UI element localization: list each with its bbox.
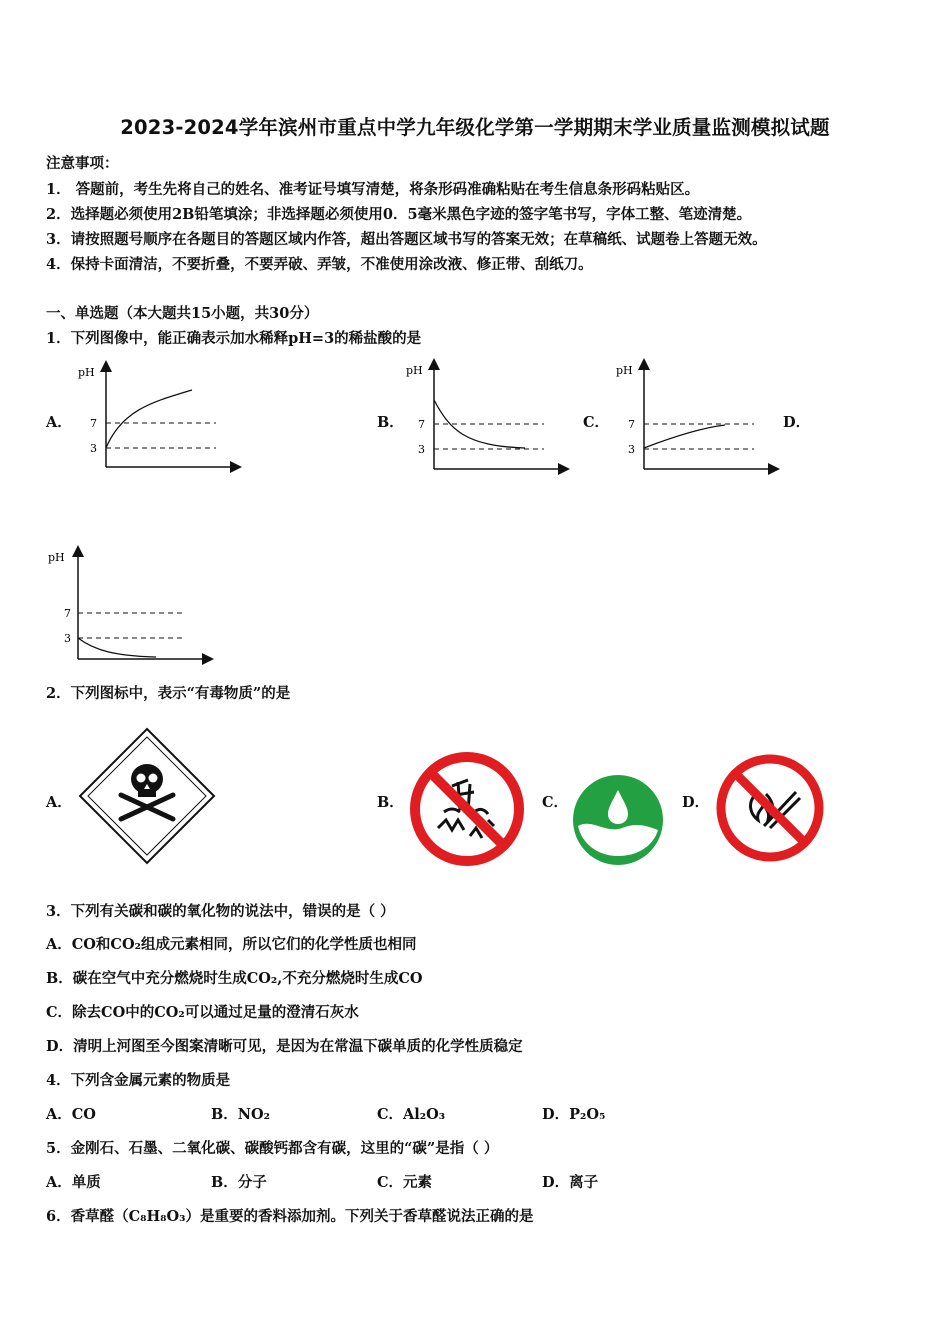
water-saving-icon	[572, 774, 664, 866]
q4-stem: 4．下列含金属元素的物质是	[46, 1072, 231, 1089]
q4-option-d: D．P₂O₅	[542, 1106, 606, 1123]
q1-label-b: B．	[377, 414, 404, 431]
axis-label: pH	[48, 551, 65, 564]
notice-item-2: 2．选择题必须使用2B铅笔填涂；非选择题必须使用0．5毫米黑色字迹的签字笔书写，字体工整、笔迹清楚。	[46, 206, 752, 223]
q3-option-b: B．碳在空气中充分燃烧时生成CO₂,不充分燃烧时生成CO	[46, 970, 423, 987]
q2-label-a: A．	[46, 794, 72, 811]
toxic-skull-icon	[78, 727, 216, 865]
notice-item-3: 3．请按照题号顺序在各题目的答题区域内作答，超出答题区域书写的答案无效；在草稿纸、试题卷上答题无效。	[46, 231, 767, 248]
q2-label-b: B．	[377, 794, 404, 811]
tick-7: 7	[418, 418, 425, 431]
axis-label: pH	[78, 366, 95, 379]
notice-item-4: 4．保持卡面清洁，不要折叠，不要弄破、弄皱，不准使用涂改液、修正带、刮纸刀。	[46, 256, 593, 273]
q5-option-a: A．单质	[46, 1174, 101, 1191]
q3-stem: 3．下列有关碳和碳的氧化物的说法中，错误的是（ ）	[46, 903, 395, 920]
tick-7: 7	[628, 418, 635, 431]
no-open-flame-icon	[714, 752, 826, 864]
q5-option-d: D．离子	[542, 1174, 599, 1191]
q1-label-c: C．	[583, 414, 610, 431]
axis-label: pH	[406, 364, 423, 377]
q1-graph-d	[44, 545, 216, 667]
tick-7: 7	[90, 417, 97, 430]
tick-3: 3	[90, 442, 97, 455]
q3-option-c: C．除去CO中的CO₂可以通过足量的澄清石灰水	[46, 1004, 359, 1021]
q5-option-b: B．分子	[211, 1174, 267, 1191]
q4-option-c: C．Al₂O₃	[377, 1106, 446, 1123]
tick-3: 3	[64, 632, 71, 645]
page-title: 2023-2024学年滨州市重点中学九年级化学第一学期期末学业质量监测模拟试题	[120, 116, 830, 139]
q5-stem: 5．金刚石、石墨、二氧化碳、碳酸钙都含有碳，这里的“碳”是指（ ）	[46, 1140, 499, 1157]
q2-label-c: C．	[542, 794, 569, 811]
q4-option-a: A．CO	[46, 1106, 96, 1123]
q1-stem: 1．下列图像中，能正确表示加水稀释pH=3的稀盐酸的是	[46, 330, 422, 347]
q1-graph-a	[72, 360, 244, 475]
q2-label-d: D．	[682, 794, 710, 811]
q1-graph-b	[400, 358, 572, 476]
notice-item-1: 1． 答题前，考生先将自己的姓名、准考证号填写清楚，将条形码准确粘贴在考生信息条形码粘贴区。	[46, 181, 700, 198]
section-heading: 一、单选题（本大题共15小题，共30分）	[46, 305, 319, 322]
q2-stem: 2．下列图标中，表示“有毒物质”的是	[46, 685, 291, 702]
q3-option-d: D．清明上河图至今图案清晰可见，是因为在常温下碳单质的化学性质稳定	[46, 1038, 523, 1055]
q6-stem: 6．香草醛（C₈H₈O₃）是重要的香料添加剂。下列关于香草醛说法正确的是	[46, 1208, 534, 1225]
tick-7: 7	[64, 607, 71, 620]
q3-option-a: A．CO和CO₂组成元素相同，所以它们的化学性质也相同	[46, 936, 417, 953]
q1-label-d: D．	[783, 414, 811, 431]
q1-label-a: A．	[46, 414, 72, 431]
q1-graph-c	[610, 358, 782, 476]
q4-option-b: B．NO₂	[211, 1106, 270, 1123]
no-fire-forest-icon	[408, 750, 526, 868]
notice-heading: 注意事项：	[46, 155, 119, 172]
tick-3: 3	[418, 443, 425, 456]
q5-option-c: C．元素	[377, 1174, 433, 1191]
axis-label: pH	[616, 364, 633, 377]
tick-3: 3	[628, 443, 635, 456]
